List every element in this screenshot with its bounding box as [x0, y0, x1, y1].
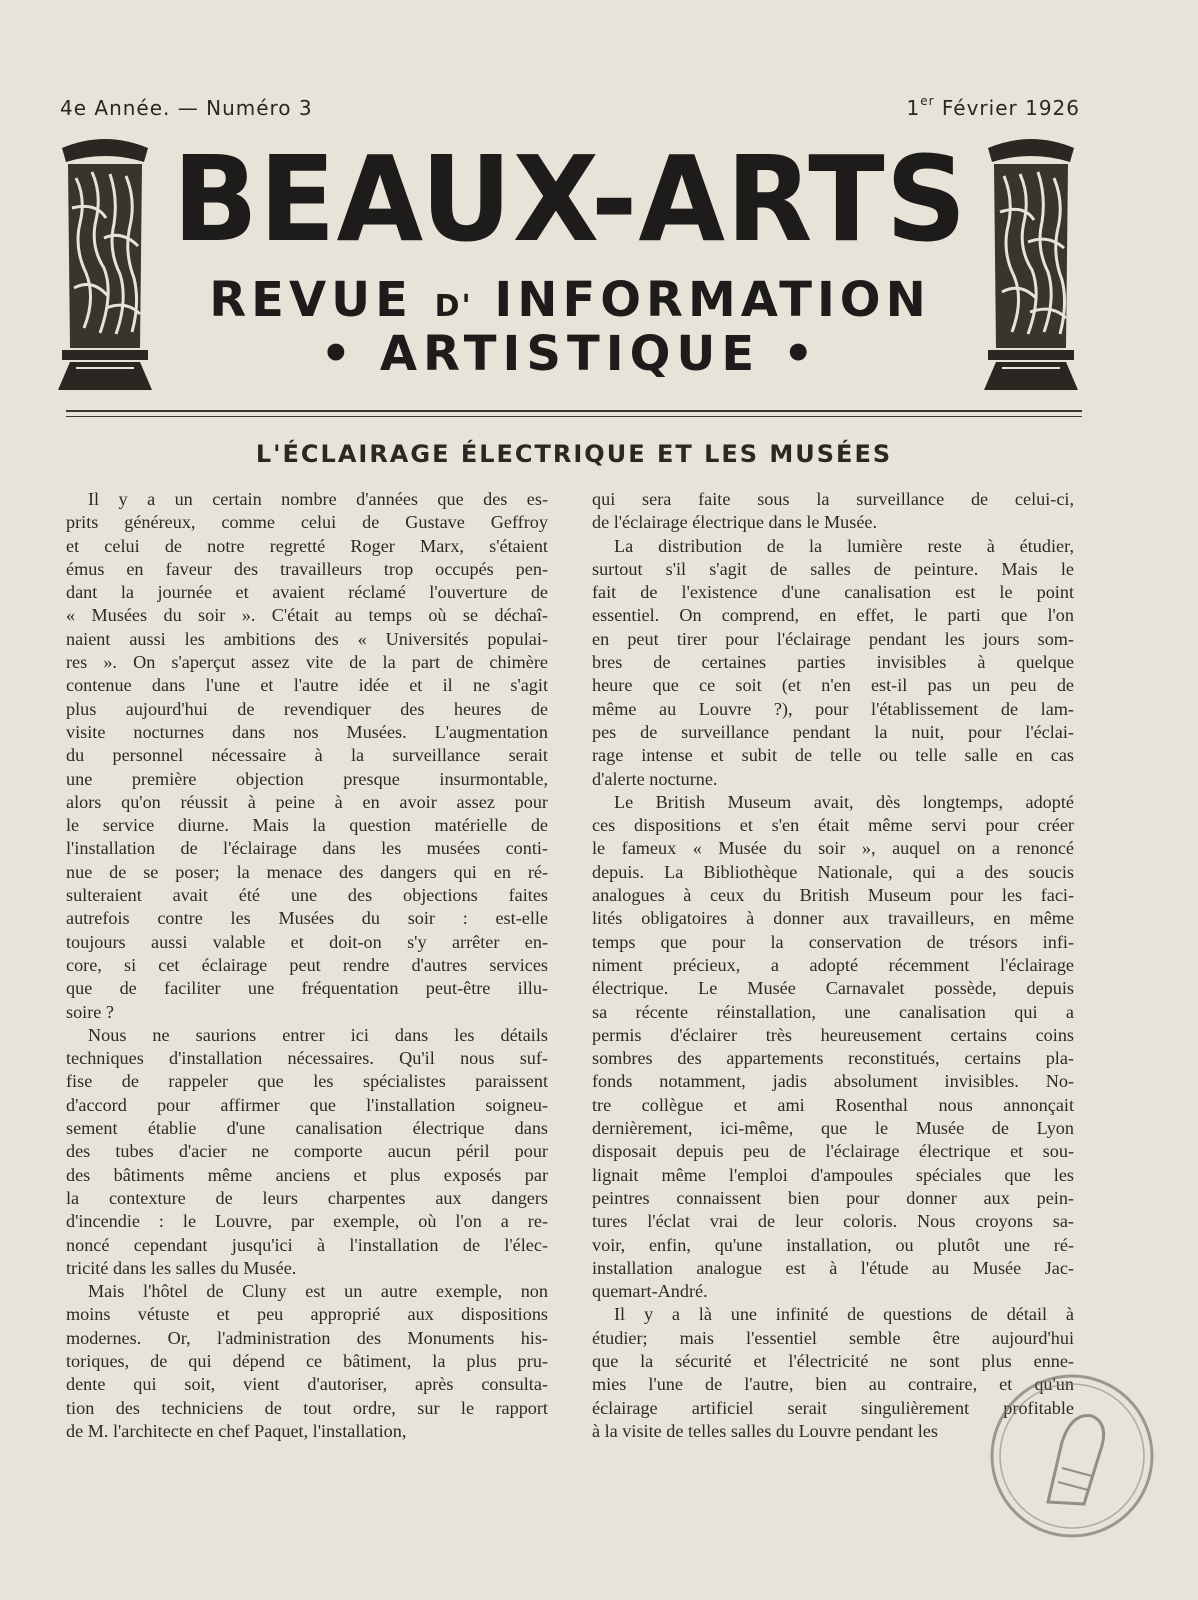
text-line: tures l'éclat vrai de leur coloris. Nous croyons sa-	[592, 1211, 1074, 1232]
text-line: Nous ne saurions entrer ici dans les détails	[88, 1024, 548, 1045]
text-line: prits généreux, comme celui de Gustave Geffroy	[66, 512, 548, 533]
text-line: ces dispositions et s'en était même servi pour créer	[592, 815, 1074, 836]
text-line: Il y a un certain nombre d'années que des es-	[88, 489, 548, 509]
text-line: heure que ce soit (et n'en est-il pas un peu de	[592, 675, 1074, 696]
text-line: une première objection presque insurmontable,	[66, 768, 548, 789]
text-line: émus en faveur des travailleurs trop occupés pen-	[66, 558, 548, 579]
article-column-right	[592, 488, 1074, 1443]
text-line: « Musées du soir ». C'était au temps où se déchaî-	[66, 605, 548, 626]
text-line: pes de surveillance pendant la nuit, pour l'éclai-	[592, 721, 1074, 742]
text-line: res ». On s'aperçut assez vite de la part de chimère	[66, 652, 548, 673]
text-line: rage intense et subit de telle ou telle salle en cas	[592, 745, 1074, 766]
text-line: dant la journée et avaient réclamé l'ouverture de	[66, 582, 548, 603]
text-line: à la visite de telles salles du Louvre pendant les	[592, 1420, 938, 1441]
text-line: lités obligatoires à donner aux travailleurs, en même	[592, 908, 1074, 929]
text-line: éclairage artificiel serait singulièrement profitable	[592, 1397, 1074, 1418]
text-line: mies l'une de l'autre, bien au contraire, et qu'un	[592, 1374, 1074, 1395]
text-line: naient aussi les ambitions des « Universités populai-	[66, 628, 548, 649]
text-line: quemart-André.	[592, 1281, 708, 1302]
issue-number: 4e Année. — Numéro 3	[60, 96, 313, 120]
text-line: permis d'éclairer très heureusement certains coins	[592, 1024, 1074, 1045]
text-line: surtout s'il s'agit de salles de peinture. Mais le	[592, 558, 1074, 579]
text-line: de M. l'architecte en chef Paquet, l'installation,	[66, 1420, 407, 1441]
text-line: essentiel. On comprend, en effet, le parti que l'on	[592, 605, 1074, 626]
text-line: Il y a là une infinité de questions de détail à	[614, 1304, 1074, 1325]
masthead-subtitle-2: • ARTISTIQUE •	[320, 326, 820, 382]
article-column-left	[66, 488, 548, 1443]
article-title: L'ÉCLAIRAGE ÉLECTRIQUE ET LES MUSÉES	[255, 440, 893, 468]
issue-date: 1er Février 1926	[906, 94, 1080, 120]
text-line: modernes. Or, l'administration des Monuments his-	[66, 1327, 548, 1348]
text-line: peintres connaissent bien pour donner aux pein-	[592, 1187, 1074, 1208]
header-rule-thin	[66, 416, 1082, 417]
text-line: Le British Museum avait, dès longtemps, adopté	[614, 791, 1074, 812]
text-line: sement établie d'une canalisation électrique dans	[66, 1118, 548, 1139]
text-line: installation analogue est à l'étude au Musée Jac-	[592, 1257, 1074, 1278]
text-line: toujours aussi valable et doit-on s'y arrêter en-	[66, 931, 548, 952]
masthead-title: BEAUX-ARTS	[172, 131, 968, 269]
header-rule	[66, 410, 1082, 412]
text-line: que de faciliter une fréquentation peut-être illu-	[66, 978, 548, 999]
text-line: de l'éclairage électrique dans le Musée.	[592, 512, 878, 533]
text-line: sa récente réinstallation, une canalisation qui a	[592, 1001, 1074, 1022]
text-line: lignait même l'emploi d'ampoules spéciales que les	[592, 1164, 1074, 1185]
text-line: voir, enfin, qu'une installation, ou plutôt une ré-	[592, 1234, 1074, 1255]
text-line: étudier; mais l'essentiel semble être aujourd'hui	[592, 1327, 1074, 1348]
text-line: en peut tirer pour l'éclairage pendant les jours som-	[592, 628, 1074, 649]
right-ornament-icon	[982, 128, 1080, 390]
text-line: l'installation de l'éclairage dans les musées conti-	[66, 838, 548, 859]
text-line: d'alerte nocturne.	[592, 768, 718, 789]
text-line: le service diurne. Mais la question matérielle de	[66, 815, 548, 836]
text-line: alors qu'on réussit à peine à en avoir assez pour	[66, 791, 548, 812]
text-line: la contexture de leurs charpentes aux dangers	[66, 1187, 548, 1208]
text-line: fait de l'existence d'une canalisation est le point	[592, 582, 1074, 603]
text-line: Mais l'hôtel de Cluny est un autre exemple, non	[88, 1281, 548, 1302]
text-line: tre collègue et ami Rosenthal nous annonçait	[592, 1094, 1074, 1115]
text-line: disposait depuis peu de l'éclairage électrique et sou-	[592, 1141, 1074, 1162]
text-line: La distribution de la lumière reste à étudier,	[614, 535, 1074, 556]
text-line: tion des techniciens de tout ordre, sur le rapport	[66, 1397, 548, 1418]
text-line: tricité dans les salles du Musée.	[66, 1257, 297, 1278]
text-line: niment précieux, a adopté récemment l'éclairage	[592, 954, 1074, 975]
text-line: soire ?	[66, 1001, 114, 1022]
text-line: toriques, de qui dépend ce bâtiment, la plus pru-	[66, 1350, 548, 1371]
text-line: contenue dans l'une et l'autre idée et il ne s'agit	[66, 675, 548, 696]
text-line: le fameux « Musée du soir », auquel on a renoncé	[592, 838, 1074, 859]
text-line: depuis. La Bibliothèque Nationale, qui a des soucis	[592, 861, 1074, 882]
left-ornament-icon	[56, 128, 154, 390]
text-line: des bâtiments même anciens et plus exposés par	[66, 1164, 548, 1185]
text-line: temps que pour la conservation de trésors infi-	[592, 931, 1074, 952]
text-line: core, si cet éclairage peut rendre d'autres services	[66, 954, 548, 975]
text-line: fise de rappeler que les spécialistes paraissent	[66, 1071, 548, 1092]
text-line: des tubes d'acier ne comporte aucun péril pour	[66, 1141, 548, 1162]
text-line: analogues à ceux du British Museum pour les faci-	[592, 885, 1074, 906]
library-stamp-icon	[988, 1372, 1156, 1540]
text-line: autrefois contre les Musées du soir : est-elle	[66, 908, 548, 929]
text-line: fonds notamment, jadis absolument invisibles. No-	[592, 1071, 1074, 1092]
text-line: électrique. Le Musée Carnavalet possède, depuis	[592, 978, 1074, 999]
text-line: visite nocturnes dans nos Musées. L'augmentation	[66, 721, 548, 742]
text-line: même au Louvre ?), pour l'établissement de lam-	[592, 698, 1074, 719]
text-line: sombres des appartements reconstitués, certains pla-	[592, 1048, 1074, 1069]
text-line: noncé cependant jusqu'ici à l'installation de l'élec-	[66, 1234, 548, 1255]
text-line: d'accord pour affirmer que l'installation soigneu-	[66, 1094, 548, 1115]
text-line: dernièrement, ici-même, que le Musée de Lyon	[592, 1118, 1074, 1139]
text-line: moins vétuste et peu approprié aux dispositions	[66, 1304, 548, 1325]
text-line: sulteraient avait été une des objections faites	[66, 885, 548, 906]
text-line: techniques d'installation nécessaires. Qu'il nous suf-	[66, 1048, 548, 1069]
text-line: bres de certaines parties invisibles à quelque	[592, 652, 1074, 673]
text-line: dente qui soit, vient d'autoriser, après consulta-	[66, 1374, 548, 1395]
text-line: qui sera faite sous la surveillance de celui-ci,	[592, 489, 1074, 509]
masthead-subtitle: REVUE D' INFORMATION	[209, 272, 931, 328]
text-line: que la sécurité et l'électricité ne sont plus enne-	[592, 1350, 1074, 1371]
text-line: du personnel nécessaire à la surveillance serait	[66, 745, 548, 766]
text-line: d'incendie : le Louvre, par exemple, où l'on a re-	[66, 1211, 548, 1232]
text-line: et celui de notre regretté Roger Marx, s'étaient	[66, 535, 548, 556]
text-line: nue de se poser; la menace des dangers qui en ré-	[66, 861, 548, 882]
text-line: plus aujourd'hui de revendiquer des heures de	[66, 698, 548, 719]
